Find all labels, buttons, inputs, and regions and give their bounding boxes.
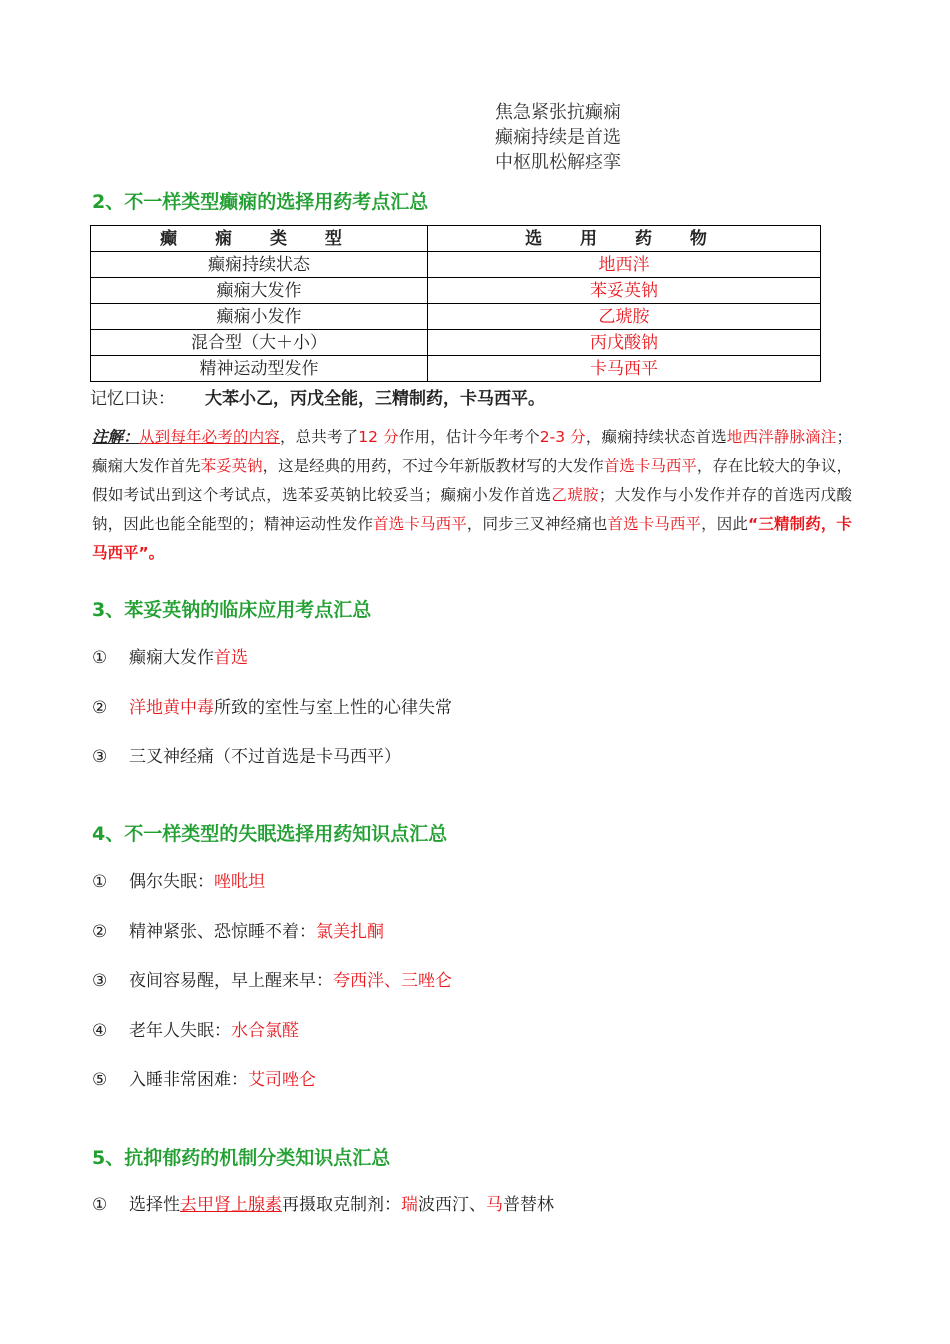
cell-drug: 丙戊酸钠 (428, 330, 821, 356)
item-text: 入睡非常困难： (129, 1070, 248, 1090)
list-item (92, 1193, 554, 1217)
note-highlight: 首选卡马西平 (373, 515, 467, 533)
note-highlight: 苯妥英钠 (200, 457, 263, 475)
section3-title: 3、苯妥英钠的临床应用考点汇总 (92, 599, 372, 621)
item-highlight: 瑞 (401, 1195, 418, 1215)
list-item (92, 646, 248, 670)
list-item (92, 1068, 316, 1092)
item-text: 偶尔失眠： (129, 872, 214, 892)
top-line: 癫痫持续是首选 (495, 127, 621, 148)
top-mnemonic-lines (495, 100, 621, 175)
item-highlight: 唑吡坦 (214, 872, 265, 892)
note-highlight: “三精制药，卡马西平”。 (92, 515, 852, 562)
item-number: ③ (92, 971, 108, 991)
cell-type: 癫痫持续状态 (91, 252, 428, 278)
cell-type: 癫痫大发作 (91, 278, 428, 304)
note-text: ，存在比较大的争议，假如考试出到这个考试点，选苯妥英钠比较妥当；癫痫小发作首选 (92, 457, 852, 504)
item-highlight: 去甲肾上腺素 (180, 1195, 282, 1215)
item-text: 普替林 (503, 1195, 554, 1215)
item-text: 再摄取克制剂： (282, 1195, 401, 1215)
mnemonic-label: 记忆口诀： (90, 389, 175, 409)
item-text: 癫痫大发作 (129, 648, 214, 668)
note-text: ，因此 (701, 515, 749, 533)
note-highlight: 从到每年必考的内容 (139, 428, 280, 446)
section5-title: 5、抗抑郁药的机制分类知识点汇总 (92, 1147, 391, 1169)
item-highlight: 水合氯醛 (231, 1021, 299, 1041)
item-number: ① (92, 872, 108, 892)
list-item (92, 870, 265, 894)
item-text: 三叉神经痛（不过首选是卡马西平） (129, 747, 401, 767)
cell-type: 癫痫小发作 (91, 304, 428, 330)
note-label: 注解： (92, 428, 139, 446)
item-number: ⑤ (92, 1070, 108, 1090)
item-number: ① (92, 1195, 108, 1215)
table-row (91, 252, 821, 278)
item-number: ② (92, 922, 108, 942)
table-row (91, 356, 821, 382)
note-highlight: 首选卡马西平 (603, 457, 697, 475)
top-line: 中枢肌松解痉挛 (495, 152, 621, 173)
note-text: ；癫痫大发作首先 (92, 428, 852, 475)
item-highlight: 洋地黄中毒 (129, 698, 214, 718)
list-item (92, 920, 384, 944)
top-line: 焦急紧张抗癫痫 (495, 102, 621, 123)
table-header-row (91, 226, 821, 252)
list-item (92, 969, 452, 993)
note-text: ，同步三叉神经痛也 (466, 515, 608, 533)
epilepsy-drug-table (90, 225, 821, 382)
note-highlight: 地西泮静脉滴注 (726, 428, 837, 446)
list-item (92, 696, 452, 720)
note-text: ，癫痫持续状态首选 (585, 428, 727, 446)
item-highlight: 氯美扎酮 (316, 922, 384, 942)
item-number: ② (92, 698, 108, 718)
note-text: ，这是经典的用药，不过今年新版教材写的大发作 (262, 457, 604, 475)
item-highlight: 夸西泮、三唑仑 (333, 971, 452, 991)
cell-drug: 苯妥英钠 (428, 278, 821, 304)
cell-drug: 乙琥胺 (428, 304, 821, 330)
note-highlight: 12 分 (358, 428, 399, 446)
table-row (91, 330, 821, 356)
cell-drug: 地西泮 (428, 252, 821, 278)
section4-title: 4、不一样类型的失眠选择用药知识点汇总 (92, 823, 448, 845)
item-highlight: 首选 (214, 648, 248, 668)
item-text: 选择性 (129, 1195, 180, 1215)
annotation-paragraph (92, 423, 852, 568)
section2-title: 2、不一样类型癫痫的选择用药考点汇总 (92, 191, 429, 213)
note-highlight: 首选卡马西平 (607, 515, 702, 533)
header-drug: 选 用 药 物 (428, 226, 821, 252)
cell-type: 精神运动型发作 (91, 356, 428, 382)
item-text: 精神紧张、恐惊睡不着： (129, 922, 316, 942)
list-item (92, 1019, 299, 1043)
item-number: ④ (92, 1021, 108, 1041)
list-item (92, 745, 401, 769)
cell-type: 混合型（大＋小） (91, 330, 428, 356)
note-text: ，总共考了 (279, 428, 359, 446)
note-text: 作用，估计今年考个 (398, 428, 540, 446)
item-highlight: 艾司唑仑 (248, 1070, 316, 1090)
mnemonic-text: 大苯小乙，丙戊全能，三精制药，卡马西平。 (205, 389, 545, 409)
cell-drug: 卡马西平 (428, 356, 821, 382)
item-text: 老年人失眠： (129, 1021, 231, 1041)
table-row (91, 278, 821, 304)
header-type: 癫 痫 类 型 (91, 226, 428, 252)
item-text: 波西汀、 (418, 1195, 486, 1215)
note-highlight: 乙琥胺 (551, 486, 599, 504)
item-number: ③ (92, 747, 108, 767)
item-number: ① (92, 648, 108, 668)
item-text: 夜间容易醒，早上醒来早： (129, 971, 333, 991)
mnemonic (90, 387, 545, 411)
table-row (91, 304, 821, 330)
item-highlight: 马 (486, 1195, 503, 1215)
note-text: ；大发作与小发作并存的首选丙戊酸钠，因此也能全能型的；精神运动性发作 (92, 486, 852, 533)
item-text: 所致的室性与室上性的心律失常 (214, 698, 452, 718)
note-highlight: 2-3 分 (539, 428, 586, 446)
